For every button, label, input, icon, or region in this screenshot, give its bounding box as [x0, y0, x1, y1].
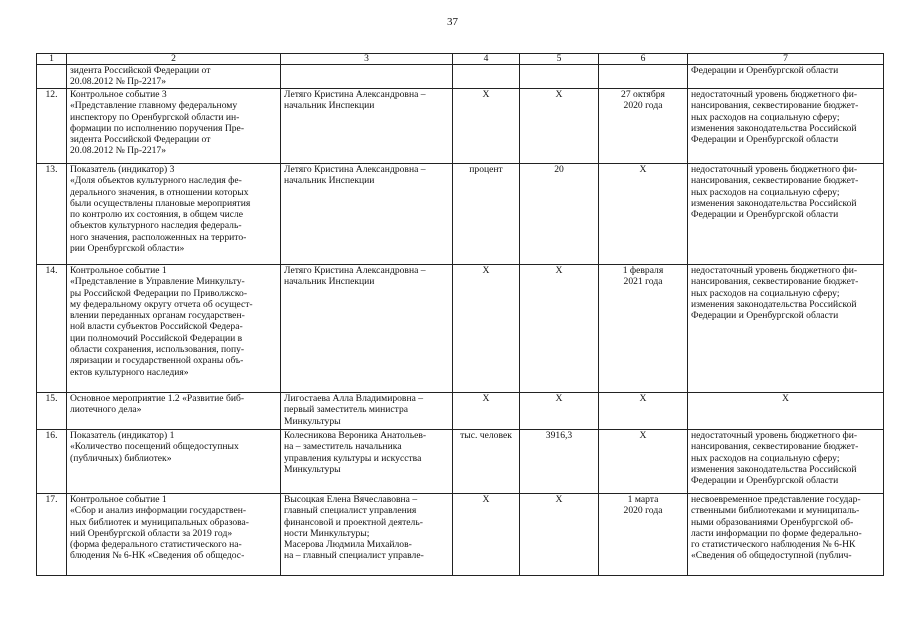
responsible: Высоцкая Елена Вячеславовна – главный специалист управления финансовой и проектной деятель- ности Минкультуры; Масерова Людмила Михайлов- на – главный специалист управле-	[281, 494, 453, 576]
unit: процент	[453, 164, 520, 265]
responsible	[281, 65, 453, 89]
header-cell: 1	[37, 54, 67, 65]
header-cell: 3	[281, 54, 453, 65]
unit: Х	[453, 494, 520, 576]
table-row	[37, 265, 884, 393]
value: 20	[520, 164, 599, 265]
event-name: Контрольное событие 1 «Сбор и анализ информации государствен- ных библиотек и муниципальных образова- ний Оренбургской области за 2019 год» (форма федерального статистического на- блюдения № 6-НК «Сведения об общедос-	[67, 494, 281, 576]
risk: Федерации и Оренбургской области	[688, 65, 884, 89]
row-number: 16.	[37, 430, 67, 494]
header-cell: 6	[599, 54, 688, 65]
header-cell: 4	[453, 54, 520, 65]
value	[520, 65, 599, 89]
date: 1 февраля 2021 года	[599, 265, 688, 393]
header-cell: 7	[688, 54, 884, 65]
header-cell: 5	[520, 54, 599, 65]
value: Х	[520, 265, 599, 393]
header-row	[37, 54, 884, 65]
table-row	[37, 164, 884, 265]
responsible: Летяго Кристина Александровна – начальник Инспекции	[281, 89, 453, 164]
row-number: 14.	[37, 265, 67, 393]
risk: Х	[688, 393, 884, 430]
unit: Х	[453, 265, 520, 393]
value: Х	[520, 89, 599, 164]
risk: недостаточный уровень бюджетного фи- нансирования, секвестирование бюджет- ных расходов на социальную сферу; изменения законодательства Российской Федерации и Оренбургской области	[688, 430, 884, 494]
unit	[453, 65, 520, 89]
date	[599, 65, 688, 89]
date: 27 октября 2020 года	[599, 89, 688, 164]
row-number: 13.	[37, 164, 67, 265]
event-name: Показатель (индикатор) 3 «Доля объектов культурного наследия фе- дерального значения, в отношении которых были осуществлены плановые мероприятия по контролю их состояния, в общем числе объектов культурного наследия федераль- ного значения, расположенных на террито- рии Оренбургской области»	[67, 164, 281, 265]
unit: Х	[453, 89, 520, 164]
value: Х	[520, 494, 599, 576]
row-number: 15.	[37, 393, 67, 430]
row-number: 17.	[37, 494, 67, 576]
header-cell: 2	[67, 54, 281, 65]
responsible: Лигостаева Алла Владимировна – первый заместитель министра Минкультуры	[281, 393, 453, 430]
responsible: Колесникова Вероника Анатольев- на – заместитель начальника управления культуры и искусства Минкультуры	[281, 430, 453, 494]
responsible: Летяго Кристина Александровна – начальник Инспекции	[281, 265, 453, 393]
risk: недостаточный уровень бюджетного фи- нансирования, секвестирование бюджет- ных расходов на социальную сферу; изменения законодательства Российской Федерации и Оренбургской области	[688, 265, 884, 393]
date: Х	[599, 393, 688, 430]
row-number	[37, 65, 67, 89]
event-name: Контрольное событие 3 «Представление главному федеральному инспектору по Оренбургской области ин- формации по исполнению поручения Пре- зидента Российской Федерации от 20.08.2012 № Пр-2217»	[67, 89, 281, 164]
responsible: Летяго Кристина Александровна – начальник Инспекции	[281, 164, 453, 265]
table-row	[37, 430, 884, 494]
table-row	[37, 89, 884, 164]
unit: Х	[453, 393, 520, 430]
value: Х	[520, 393, 599, 430]
date: 1 марта 2020 года	[599, 494, 688, 576]
row-number: 12.	[37, 89, 67, 164]
table-row	[37, 65, 884, 89]
plan-table	[36, 53, 884, 576]
table-row	[37, 393, 884, 430]
value: 3916,3	[520, 430, 599, 494]
event-name: Основное мероприятие 1.2 «Развитие биб- лиотечного дела»	[67, 393, 281, 430]
unit: тыс. человек	[453, 430, 520, 494]
page-number: 37	[447, 16, 458, 28]
event-name: зидента Российской Федерации от 20.08.2012 № Пр-2217»	[67, 65, 281, 89]
table-row	[37, 494, 884, 576]
risk: недостаточный уровень бюджетного фи- нансирования, секвестирование бюджет- ных расходов на социальную сферу; изменения законодательства Российской Федерации и Оренбургской области	[688, 89, 884, 164]
risk: недостаточный уровень бюджетного фи- нансирования, секвестирование бюджет- ных расходов на социальную сферу; изменения законодательства Российской Федерации и Оренбургской области	[688, 164, 884, 265]
event-name: Контрольное событие 1 «Представление в Управление Минкульту- ры Российской Федерации по Приволжско- му федеральному округу отчета об осущест- влении переданных органам государствен- ной власти субъектов Российской Федера- ции полномочий Российской Федерации в области сохранения, использования, попу- ляризации и государственной охраны объ- ектов культурного наследия»	[67, 265, 281, 393]
event-name: Показатель (индикатор) 1 «Количество посещений общедоступных (публичных) библиотек»	[67, 430, 281, 494]
date: Х	[599, 164, 688, 265]
risk: несвоевременное представление государ- ственными библиотеками и муниципаль- ными образованиями Оренбургской об- ласти информации по форме федерально- го статистического наблюдения № 6-НК «Сведения об общедоступной (публич-	[688, 494, 884, 576]
date: Х	[599, 430, 688, 494]
